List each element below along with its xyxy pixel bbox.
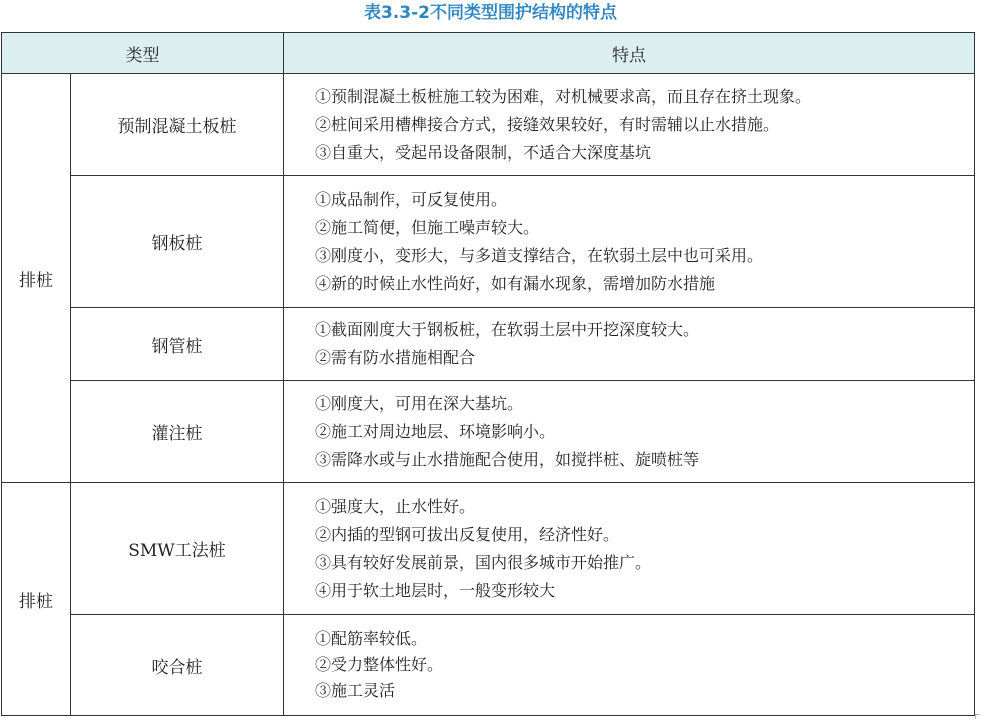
features-cell	[284, 381, 975, 483]
structure-features-table	[1, 32, 975, 716]
features-cell	[284, 483, 975, 615]
table-row	[2, 308, 975, 381]
feature-line: ②需有防水措施相配合	[315, 348, 476, 367]
feature-line: ④新的时候止水性尚好，如有漏水现象，需增加防水措施	[315, 273, 716, 293]
feature-line: ②施工对周边地层、环境影响小。	[315, 421, 556, 441]
feature-line: ③具有较好发展前景，国内很多城市开始推广。	[315, 552, 652, 572]
feature-line: ③需降水或与止水措施配合使用，如搅拌桩、旋喷桩等	[315, 449, 700, 469]
table-row	[2, 483, 975, 615]
type-cell: 预制混凝土板桩	[71, 74, 284, 176]
table-row	[2, 615, 975, 716]
feature-line: ③自重大，受起吊设备限制，不适合大深度基坑	[315, 142, 652, 162]
feature-line: ②桩间采用槽榫接合方式，接缝效果较好，有时需辅以止水措施。	[315, 114, 780, 134]
feature-line: ①强度大，止水性好。	[315, 496, 476, 516]
feature-line: ①成品制作，可反复使用。	[315, 189, 508, 209]
table-row	[2, 381, 975, 483]
features-cell	[284, 308, 975, 381]
feature-line: ②施工简便，但施工噪声较大。	[315, 217, 540, 237]
table-row	[2, 74, 975, 176]
header-type: 类型	[2, 33, 284, 74]
feature-line: ①截面刚度大于钢板桩，在软弱土层中开挖深度较大。	[315, 320, 700, 339]
table-title: 表3.3-2不同类型围护结构的特点	[364, 3, 617, 23]
type-cell: 咬合桩	[71, 615, 284, 716]
type-cell: 灌注桩	[71, 381, 284, 483]
group-label: 排桩	[2, 74, 71, 483]
type-cell: 钢管桩	[71, 308, 284, 381]
features-cell	[284, 176, 975, 308]
header-features: 特点	[284, 33, 975, 74]
feature-line: ③刚度小，变形大，与多道支撑结合，在软弱土层中也可采用。	[315, 245, 764, 265]
feature-line: ①刚度大，可用在深大基坑。	[315, 393, 524, 413]
feature-line: ③施工灵活	[315, 681, 396, 700]
corner-mark	[975, 714, 980, 719]
header-row	[2, 33, 975, 74]
feature-line: ②受力整体性好。	[315, 655, 444, 674]
feature-line: ①配筋率较低。	[315, 629, 428, 648]
table-row	[2, 176, 975, 308]
type-cell: 钢板桩	[71, 176, 284, 308]
features-cell	[284, 74, 975, 176]
feature-line: ④用于软土地层时，一般变形较大	[315, 580, 556, 600]
type-cell: SMW工法桩	[71, 483, 284, 615]
features-cell	[284, 615, 975, 716]
feature-line: ①预制混凝土板桩施工较为困难，对机械要求高，而且存在挤土现象。	[315, 86, 812, 106]
group-label: 排桩	[2, 483, 71, 716]
feature-line: ②内插的型钢可拔出反复使用，经济性好。	[315, 524, 620, 544]
